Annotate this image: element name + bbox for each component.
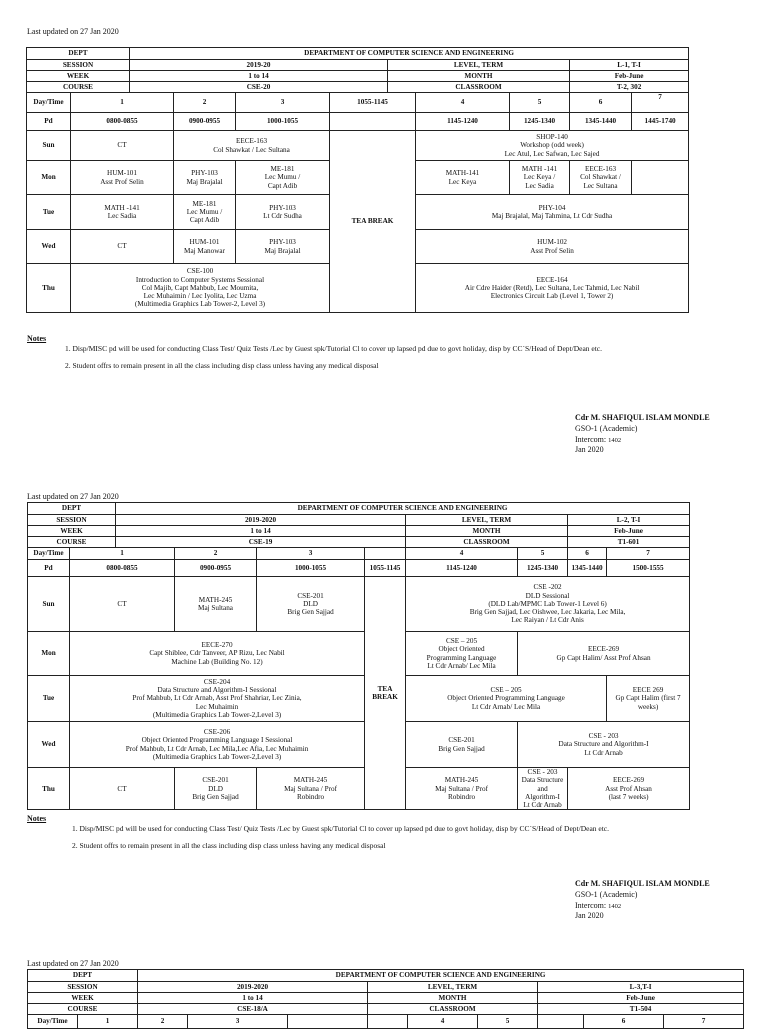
signature-name: Cdr M. SHAFIQUL ISLAM MONDLE (575, 413, 710, 422)
time-cell: 0900-0955 (175, 560, 257, 577)
col-header: 2 (138, 1015, 188, 1029)
month-value: Feb-June (570, 71, 689, 82)
time-cell: 1500-1555 (607, 560, 690, 577)
note-2: 2. Student offrs to remain present in all the class including disp class unless having any medical disposal (72, 841, 386, 850)
day-label: Mon (28, 632, 70, 676)
tea-break: TEA BREAK (365, 577, 406, 810)
time-cell: 1345-1440 (568, 560, 607, 577)
level-label: LEVEL, TERM (406, 515, 568, 526)
class-cell: MATH -141 Lec Keya / Lec Sadia (510, 161, 570, 195)
classroom-value: T1-504 (538, 1004, 744, 1015)
class-cell: CSE-204 Data Structure and Algorithm-I Sessional Prof Mahbub, Lt Cdr Arnab, Asst Prof Shahriar, Lec Zinia, Lec Muhaimin (Multimedia Graphics Lab Tower-2,Level 3) (70, 676, 365, 722)
col-header: 1055-1145 (330, 93, 416, 113)
signature-intercom: Intercom: 1402 (575, 900, 622, 910)
class-cell: HUM-102 Asst Prof Selin (416, 230, 689, 264)
time-cell: 1245-1340 (518, 560, 568, 577)
timetable-l1 (26, 47, 689, 313)
col-header: 6 (570, 93, 632, 113)
class-cell: CSE-206 Object Oriented Programming Language I Sessional Prof Mahbub, Lt Cdr Arnab, Lec Mila,Lec Afia, Lec Muhaimin (Multimedia Graphics Lab Tower-2,Level 3) (70, 722, 365, 768)
class-cell: CSE - 203 Data Structure and Algorithm-I Lt Cdr Arnab (518, 722, 690, 768)
month-label: MONTH (406, 526, 568, 537)
timetable-l3 (27, 969, 744, 1029)
class-cell: CSE-201 DLD Brig Gen Sajjad (175, 768, 257, 810)
col-header: 3 (236, 93, 330, 113)
session-label: SESSION (28, 982, 138, 993)
class-cell: CT (71, 131, 174, 161)
day-label: Mon (27, 161, 71, 195)
class-cell: CSE-100 Introduction to Computer Systems Sessional Col Majib, Capt Mahbub, Lec Moumita, Lec Muhaimin / Lec Iyolita, Lec Uzma (Multimedia Graphics Lab Tower-2, Level 3) (71, 264, 330, 313)
time-cell: 0900-0955 (174, 113, 236, 131)
class-cell: ME-181 Lec Mumu / Capt Adib (236, 161, 330, 195)
class-cell: PHY-103 Lt Cdr Sudha (236, 195, 330, 230)
course-label: COURSE (27, 82, 130, 93)
level-label: LEVEL, TERM (388, 60, 570, 71)
day-label: Tue (28, 676, 70, 722)
month-label: MONTH (388, 71, 570, 82)
class-cell: PHY-103 Maj Brajalal (174, 161, 236, 195)
month-value: Feb-June (568, 526, 690, 537)
month-value: Feb-June (538, 993, 744, 1004)
daytime-label: Day/Time (28, 1015, 78, 1029)
class-cell: EECE 269 Gp Capt Halim (first 7 weeks) (607, 676, 690, 722)
col-header: 6 (568, 548, 607, 560)
week-label: WEEK (27, 71, 130, 82)
classroom-value: T-2, 302 (570, 82, 689, 93)
signature-intercom: Intercom: 1402 (575, 434, 622, 444)
signature-block (575, 413, 710, 456)
level-value: L-2, T-I (568, 515, 690, 526)
pd-label: Pd (28, 560, 70, 577)
session-value: 2019-2020 (138, 982, 368, 993)
col-header: 2 (174, 93, 236, 113)
col-header: 7 (607, 548, 690, 560)
day-label: Wed (28, 722, 70, 768)
week-value: 1 to 14 (138, 993, 368, 1004)
session-label: SESSION (28, 515, 116, 526)
col-header: 4 (406, 548, 518, 560)
class-cell: HUM-101 Asst Prof Selin (71, 161, 174, 195)
signature-name: Cdr M. SHAFIQUL ISLAM MONDLE (575, 879, 710, 888)
class-cell: CSE – 205 Object Oriented Programming Language Lt Cdr Arnab/ Lec Mila (406, 632, 518, 676)
time-cell: 1055-1145 (365, 560, 406, 577)
class-cell: SHOP-140 Workshop (odd week) Lec Atul, Lec Safwan, Lec Sajed (416, 131, 689, 161)
timetable-l2 (27, 502, 690, 810)
dept-name: DEPARTMENT OF COMPUTER SCIENCE AND ENGINEERING (116, 503, 690, 515)
daytime-label: Day/Time (27, 93, 71, 113)
class-cell: MATH-141 Lec Keya (416, 161, 510, 195)
time-cell: 1345-1440 (570, 113, 632, 131)
day-label: Sun (27, 131, 71, 161)
course-label: COURSE (28, 1004, 138, 1015)
dept-name: DEPARTMENT OF COMPUTER SCIENCE AND ENGINEERING (130, 48, 689, 60)
note-1: 1. Disp/MISC pd will be used for conducting Class Test/ Quiz Tests /Lec by Guest spk/Tutorial Cl to cover up lapsed pd due to govt holiday, disp by CC`S/Head of Dept/Dean etc. (65, 344, 603, 353)
signature-block (575, 879, 710, 922)
dept-label: DEPT (27, 48, 130, 60)
time-cell: 1145-1240 (416, 113, 510, 131)
signature-date: Jan 2020 (575, 911, 604, 921)
dept-label: DEPT (28, 970, 138, 982)
class-cell: EECE-269 Gp Capt Halim/ Asst Prof Ahsan (518, 632, 690, 676)
class-cell: CSE-201 DLD Brig Gen Sajjad (257, 577, 365, 632)
class-cell: EECE-269 Asst Prof Ahsan (last 7 weeks) (568, 768, 690, 810)
month-label: MONTH (368, 993, 538, 1004)
dept-name: DEPARTMENT OF COMPUTER SCIENCE AND ENGINEERING (138, 970, 744, 982)
notes-title: Notes (27, 334, 47, 343)
class-cell: CT (71, 230, 174, 264)
course-value: CSE-20 (130, 82, 388, 93)
time-cell: 1245-1340 (510, 113, 570, 131)
note-1: 1. Disp/MISC pd will be used for conducting Class Test/ Quiz Tests /Lec by Guest spk/Tutorial Cl to cover up lapsed pd due to govt holiday, disp by CC`S/Head of Dept/Dean etc. (72, 824, 610, 833)
class-cell: ME-181 Lec Mumu / Capt Adib (174, 195, 236, 230)
session-label: SESSION (27, 60, 130, 71)
note-2: 2. Student offrs to remain present in all the class including disp class unless having any medical disposal (65, 361, 379, 370)
time-cell: 1445-1740 (632, 113, 689, 131)
col-header: 5 (518, 548, 568, 560)
class-cell: MATH-245 Maj Sultana / Prof Robindro (406, 768, 518, 810)
signature-post: GSO-1 (Academic) (575, 889, 638, 899)
session-value: 2019-2020 (116, 515, 406, 526)
class-cell: EECE-163 Col Shawkat / Lec Sultana (570, 161, 632, 195)
class-cell: PHY-103 Maj Brajalal (236, 230, 330, 264)
col-header: 3 (257, 548, 365, 560)
class-cell: EECE-164 Air Cdre Haider (Retd), Lec Sultana, Lec Tahmid, Lec Nabil Electronics Circuit Lab (Level 1, Tower 2) (416, 264, 689, 313)
classroom-label: CLASSROOM (388, 82, 570, 93)
week-value: 1 to 14 (116, 526, 406, 537)
col-header: 3 (188, 1015, 288, 1029)
class-cell: MATH-245 Maj Sultana (175, 577, 257, 632)
time-cell: 0800-0855 (71, 113, 174, 131)
level-value: L-3,T-I (538, 982, 744, 993)
last-updated: Last updated on 27 Jan 2020 (27, 959, 119, 968)
week-label: WEEK (28, 993, 138, 1004)
day-label: Wed (27, 230, 71, 264)
col-header: 2 (175, 548, 257, 560)
class-cell: CT (70, 768, 175, 810)
class-cell: CSE – 205 Object Oriented Programming Language Lt Cdr Arnab/ Lec Mila (406, 676, 607, 722)
col-header: 4 (416, 93, 510, 113)
col-header: 7 (664, 1015, 744, 1029)
col-header: 1 (78, 1015, 138, 1029)
day-label: Thu (27, 264, 71, 313)
day-label: Tue (27, 195, 71, 230)
notes-title: Notes (27, 814, 47, 823)
time-cell: 1145-1240 (406, 560, 518, 577)
col-header: 4 (408, 1015, 478, 1029)
session-value: 2019-20 (130, 60, 388, 71)
day-label: Thu (28, 768, 70, 810)
day-label: Sun (28, 577, 70, 632)
class-cell: MATH-245 Maj Sultana / Prof Robindro (257, 768, 365, 810)
class-cell: CT (70, 577, 175, 632)
class-cell: CSE - 203 Data Structure and Algorithm-I Lt Cdr Arnab (518, 768, 568, 810)
class-cell: EECE-270 Capt Shiblee, Cdr Tanveer, AP Rizu, Lec Nabil Machine Lab (Building No. 12) (70, 632, 365, 676)
time-cell: 1000-1055 (257, 560, 365, 577)
classroom-label: CLASSROOM (406, 537, 568, 548)
pd-label: Pd (27, 113, 71, 131)
time-cell: 1000-1055 (236, 113, 330, 131)
classroom-value: T1-601 (568, 537, 690, 548)
last-updated: Last updated on 27 Jan 2020 (27, 27, 119, 36)
col-header: 5 (510, 93, 570, 113)
dept-label: DEPT (28, 503, 116, 515)
class-cell: CSE-201 Brig Gen Sajjad (406, 722, 518, 768)
class-cell: HUM-101 Maj Manowar (174, 230, 236, 264)
time-cell: 0800-0855 (70, 560, 175, 577)
last-updated: Last updated on 27 Jan 2020 (27, 492, 119, 501)
tea-break: TEA BREAK (330, 131, 416, 313)
class-cell: MATH -141 Lec Sadia (71, 195, 174, 230)
course-value: CSE-19 (116, 537, 406, 548)
col-header: 5 (478, 1015, 538, 1029)
level-label: LEVEL, TERM (368, 982, 538, 993)
signature-post: GSO-1 (Academic) (575, 423, 638, 433)
course-value: CSE-18/A (138, 1004, 368, 1015)
col-header: 1 (71, 93, 174, 113)
class-cell: PHY-104 Maj Brajalal, Maj Tahmina, Lt Cdr Sudha (416, 195, 689, 230)
class-cell: CSE -202 DLD Sessional (DLD Lab/MPMC Lab Tower-1 Level 6) Brig Gen Sajjad, Lec Oishwee, Lec Jakaria, Lec Mila, Lec Raiyan / Lt Cdr Anis (406, 577, 690, 632)
col-header: 7 (632, 93, 689, 113)
level-value: L-1, T-I (570, 60, 689, 71)
daytime-label: Day/Time (28, 548, 70, 560)
class-cell: EECE-163 Col Shawkat / Lec Sultana (174, 131, 330, 161)
col-header: 1 (70, 548, 175, 560)
course-label: COURSE (28, 537, 116, 548)
col-header: 6 (584, 1015, 664, 1029)
classroom-label: CLASSROOM (368, 1004, 538, 1015)
week-value: 1 to 14 (130, 71, 388, 82)
week-label: WEEK (28, 526, 116, 537)
signature-date: Jan 2020 (575, 445, 604, 455)
